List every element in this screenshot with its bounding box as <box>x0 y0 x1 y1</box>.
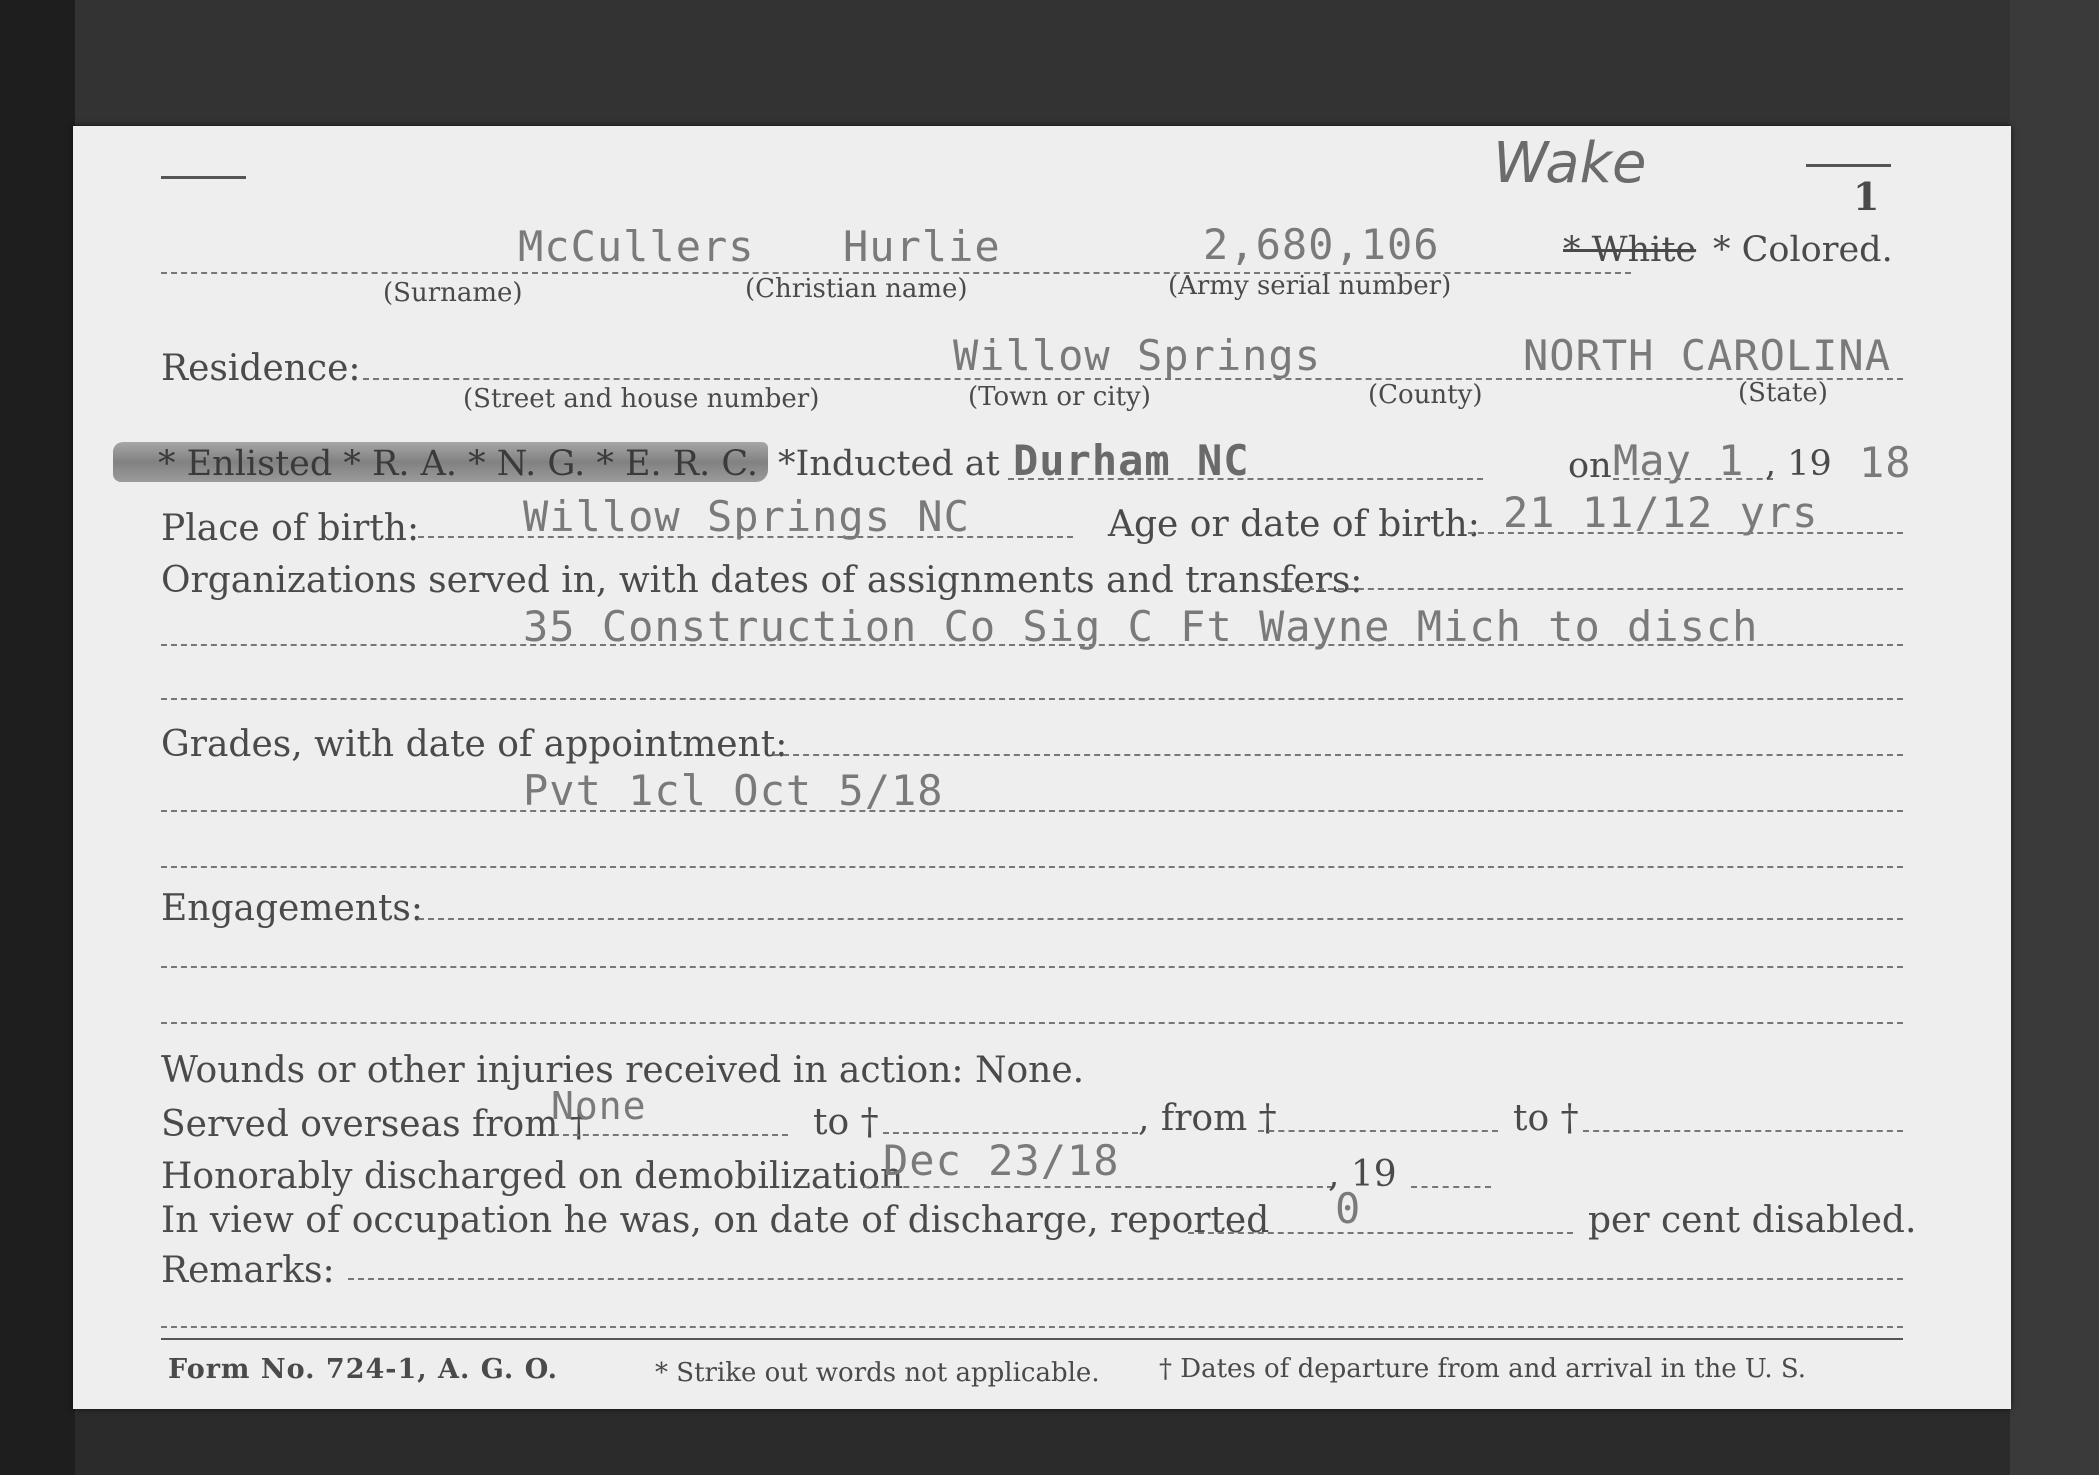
footer-rule <box>161 1338 1903 1340</box>
grades-line-2 <box>161 810 1903 812</box>
engagements-line-1 <box>418 918 1903 920</box>
enlisted-options: * Enlisted * R. A. * N. G. * E. R. C. <box>158 444 759 484</box>
form-number: Form No. 724-1, A. G. O. <box>168 1354 559 1385</box>
organizations-value: 35 Construction Co Sig C Ft Wayne Mich to disch <box>523 602 1759 651</box>
discharged-year-label: , 19 <box>1328 1154 1397 1195</box>
scan-background-top <box>0 0 2099 125</box>
discharged-label: Honorably discharged on demobilization <box>161 1156 904 1197</box>
surname-value: McCullers <box>518 222 755 271</box>
age-value: 21 11/12 yrs <box>1503 488 1819 537</box>
engagements-label: Engagements: <box>161 888 424 929</box>
race-white-struck: * White <box>1563 230 1697 270</box>
label-state: (State) <box>1738 378 1828 408</box>
overseas-to-line <box>883 1132 1138 1134</box>
disabled-suffix: per cent disabled. <box>1588 1200 1917 1241</box>
remarks-label: Remarks: <box>161 1250 335 1291</box>
scan-background-left <box>0 0 75 1475</box>
disabled-line <box>1188 1232 1573 1234</box>
race-colored: * Colored. <box>1713 230 1893 270</box>
grades-label: Grades, with date of appointment: <box>161 724 788 765</box>
discharged-value: Dec 23/18 <box>883 1136 1120 1185</box>
to-label: to † <box>813 1102 879 1143</box>
serial-number-value: 2,680,106 <box>1203 220 1440 269</box>
grades-line-3 <box>161 866 1903 868</box>
label-serial-number: (Army serial number) <box>1168 271 1452 301</box>
footnote-strike: * Strike out words not applicable. <box>655 1358 1100 1388</box>
top-right-dash <box>1806 164 1891 167</box>
county-note: Wake <box>1493 131 1647 196</box>
label-street: (Street and house number) <box>463 384 820 414</box>
return-from-line <box>1258 1130 1498 1132</box>
return-to-line <box>1583 1130 1903 1132</box>
christian-name-value: Hurlie <box>843 222 1001 271</box>
year-suffix: 18 <box>1859 438 1912 487</box>
engagements-line-3 <box>161 1022 1903 1024</box>
overseas-from-line <box>553 1134 788 1136</box>
occupation-label: In view of occupation he was, on date of discharge, reported <box>161 1200 1270 1241</box>
from-label: , from † <box>1138 1098 1277 1139</box>
disabled-value: 0 <box>1335 1184 1362 1233</box>
grades-value: Pvt 1cl Oct 5/18 <box>523 766 944 815</box>
label-surname: (Surname) <box>383 278 523 308</box>
inducted-date-value: May 1 <box>1613 436 1745 485</box>
engagements-line-2 <box>161 966 1903 968</box>
inducted-place-value: Durham NC <box>1013 436 1250 485</box>
label-christian-name: (Christian name) <box>745 274 968 304</box>
organizations-line-1 <box>1278 588 1903 590</box>
card-number: 1 <box>1853 174 1880 219</box>
town-value: Willow Springs <box>953 331 1322 380</box>
discharged-year-line <box>1411 1186 1491 1188</box>
organizations-line-3 <box>161 698 1903 700</box>
to-label-2: to † <box>1513 1098 1579 1139</box>
year-prefix: , 19 <box>1765 444 1832 484</box>
remarks-line-2 <box>161 1326 1903 1328</box>
top-left-dash <box>161 176 246 179</box>
birth-place-label: Place of birth: <box>161 508 420 549</box>
inducted-label: *Inducted at <box>778 444 1000 484</box>
age-label: Age or date of birth: <box>1108 504 1480 545</box>
on-label: on <box>1568 446 1612 486</box>
residence-label: Residence: <box>161 348 361 389</box>
wounds-label: Wounds or other injuries received in action: None. <box>161 1050 1085 1091</box>
scan-background-right <box>2010 0 2099 1475</box>
birth-place-value: Willow Springs NC <box>523 492 970 541</box>
grades-line-1 <box>773 754 1903 756</box>
overseas-value: None <box>551 1084 647 1128</box>
discharged-line <box>863 1186 1333 1188</box>
label-town: (Town or city) <box>968 382 1151 412</box>
overseas-label: Served overseas from † <box>161 1104 588 1145</box>
organizations-label: Organizations served in, with dates of assignments and transfers: <box>161 560 1363 601</box>
remarks-line-1 <box>348 1278 1903 1280</box>
service-record-card <box>73 126 2011 1409</box>
footnote-dates: † Dates of departure from and arrival in the U. S. <box>1159 1354 1807 1384</box>
label-county: (County) <box>1368 380 1483 410</box>
state-value: NORTH CAROLINA <box>1523 331 1892 380</box>
